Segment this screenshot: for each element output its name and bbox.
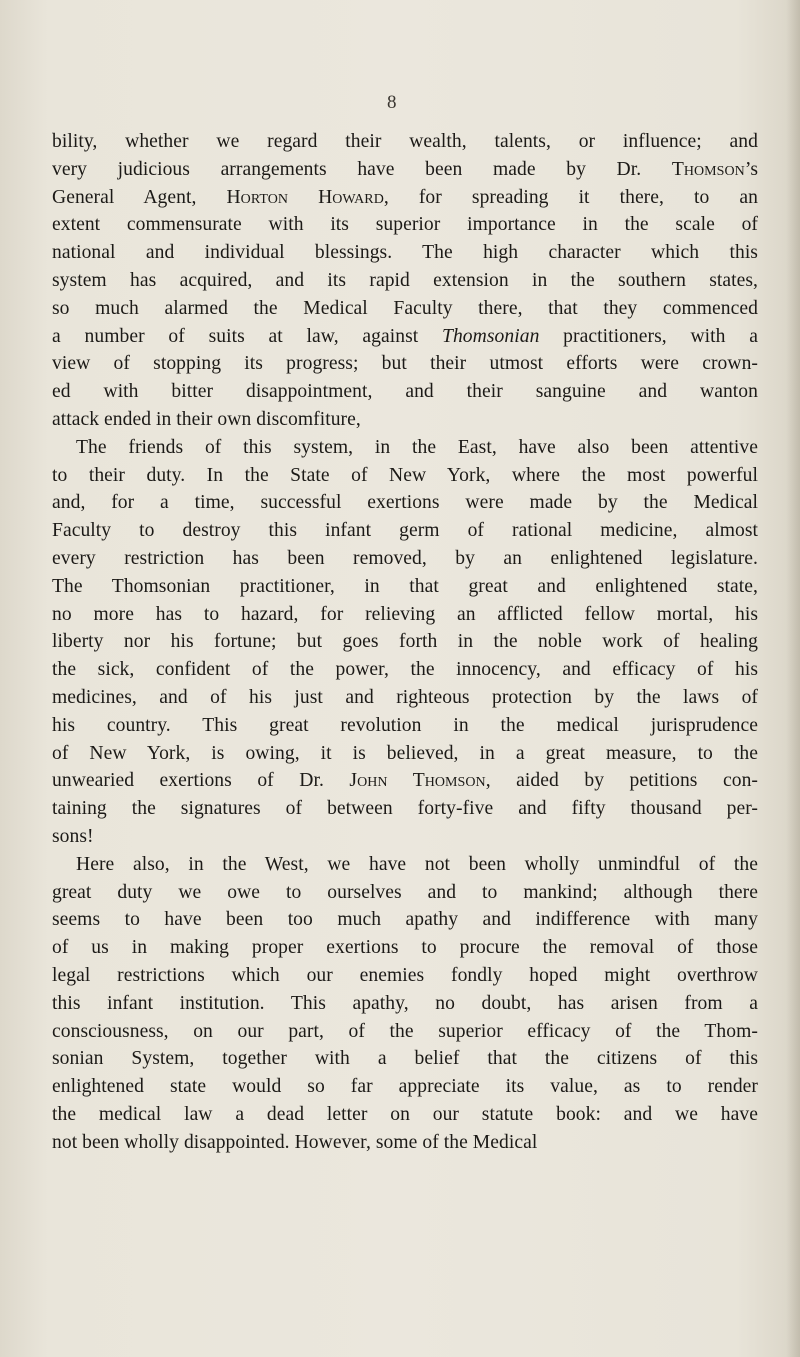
text-segment: John Thomson bbox=[349, 770, 486, 792]
text-line bbox=[52, 184, 758, 212]
text-segment: Thomson bbox=[671, 158, 745, 180]
text-segment: and, for a time, successful exertions were made by the Medical bbox=[52, 492, 758, 514]
text-line bbox=[52, 323, 758, 351]
text-segment: sonian System, together with a belief that the citizens of this bbox=[52, 1048, 758, 1070]
text-segment: Here also, in the West, we have not been wholly unmindful of the bbox=[76, 853, 758, 875]
text-segment: The Thomsonian practitioner, in that great and enlightened state, bbox=[52, 575, 758, 597]
text-segment: medicines, and of his just and righteous protection by the laws of bbox=[52, 686, 758, 708]
text-segment: to their duty. In the State of New York, where the most powerful bbox=[52, 464, 758, 486]
text-line bbox=[52, 517, 758, 545]
text-line bbox=[52, 934, 758, 962]
text-segment: of us in making proper exertions to procure the removal of those bbox=[52, 937, 758, 959]
text-line bbox=[52, 128, 758, 156]
text-segment: bility, whether we regard their wealth, talents, or influence; and bbox=[52, 131, 758, 152]
text-line bbox=[52, 879, 758, 907]
text-segment: taining the signatures of between forty-five and fifty thousand per- bbox=[52, 798, 758, 820]
text-segment: ed with bitter disappointment, and their sanguine and wanton bbox=[52, 381, 758, 403]
text-line bbox=[52, 156, 758, 184]
text-line bbox=[52, 1073, 758, 1101]
text-segment: , aided by petitions con- bbox=[485, 770, 758, 792]
text-line bbox=[52, 1018, 758, 1046]
text-line bbox=[52, 684, 758, 712]
text-segment: Thomsonian bbox=[442, 325, 540, 347]
text-line bbox=[52, 462, 758, 490]
text-line bbox=[52, 628, 758, 656]
text-segment: liberty nor his fortune; but goes forth in the noble work of healing bbox=[52, 631, 758, 653]
text-segment: his country. This great revolution in the medical jurisprudence bbox=[52, 714, 758, 736]
text-segment: consciousness, on our part, of the superior efficacy of the Thom- bbox=[52, 1020, 758, 1042]
text-segment: every restriction has been removed, by an enlightened legislature. bbox=[52, 547, 758, 569]
text-segment: system has acquired, and its rapid extension in the southern states, bbox=[52, 269, 758, 291]
text-line bbox=[52, 1045, 758, 1073]
text-segment: The friends of this system, in the East, have also been attentive bbox=[76, 436, 758, 458]
text-line bbox=[52, 211, 758, 239]
text-segment: attack ended in their own discomfiture, bbox=[52, 408, 361, 430]
text-segment: unwearied exertions of Dr. bbox=[52, 770, 350, 792]
text-segment: sons! bbox=[52, 825, 94, 847]
text-line bbox=[52, 740, 758, 768]
text-segment: the medical law a dead letter on our statute book: and we have bbox=[52, 1103, 758, 1125]
text-line bbox=[52, 990, 758, 1018]
text-segment: seems to have been too much apathy and indifference with many bbox=[52, 909, 758, 931]
text-line bbox=[52, 1101, 758, 1129]
text-segment: extent commensurate with its superior importance in the scale of bbox=[52, 214, 758, 236]
text-line bbox=[52, 795, 758, 823]
text-segment: the sick, confident of the power, the innocency, and efficacy of his bbox=[52, 659, 758, 681]
text-line bbox=[52, 573, 758, 601]
page-edge-shadow bbox=[786, 0, 800, 1357]
page-number: 8 bbox=[387, 92, 397, 113]
text-line bbox=[52, 434, 758, 462]
text-segment: so much alarmed the Medical Faculty there, that they commenced bbox=[52, 297, 758, 319]
text-segment: enlightened state would so far appreciate its value, as to render bbox=[52, 1076, 758, 1098]
text-line bbox=[52, 851, 758, 879]
text-segment: General Agent, bbox=[52, 186, 227, 208]
text-line bbox=[52, 823, 758, 851]
text-line bbox=[52, 267, 758, 295]
text-segment: Horton Howard bbox=[226, 186, 384, 208]
text-line bbox=[52, 239, 758, 267]
text-line bbox=[52, 350, 758, 378]
text-line bbox=[52, 1129, 758, 1157]
text-line bbox=[52, 906, 758, 934]
text-line bbox=[52, 545, 758, 573]
text-line bbox=[52, 712, 758, 740]
text-line bbox=[52, 295, 758, 323]
text-segment: , for spreading it there, to an bbox=[383, 186, 758, 208]
text-segment: very judicious arrangements have been made by Dr. bbox=[52, 158, 672, 180]
text-segment: legal restrictions which our enemies fondly hoped might overthrow bbox=[52, 964, 758, 986]
text-line bbox=[52, 489, 758, 517]
text-line bbox=[52, 962, 758, 990]
text-segment: great duty we owe to ourselves and to mankind; although there bbox=[52, 881, 758, 903]
text-segment: of New York, is owing, it is believed, in a great measure, to the bbox=[52, 742, 758, 764]
text-line bbox=[52, 601, 758, 629]
text-segment: not been wholly disappointed. However, some of the Medical bbox=[52, 1131, 538, 1153]
text-segment: practitioners, with a bbox=[539, 325, 758, 347]
text-segment: this infant institution. This apathy, no doubt, has arisen from a bbox=[52, 992, 758, 1014]
text-segment: no more has to hazard, for relieving an afflicted fellow mortal, his bbox=[52, 603, 758, 625]
text-line bbox=[52, 378, 758, 406]
text-line bbox=[52, 406, 758, 434]
text-line bbox=[52, 656, 758, 684]
text-segment: a number of suits at law, against bbox=[52, 325, 443, 347]
body-text bbox=[52, 128, 758, 1156]
text-segment: view of stopping its progress; but their utmost efforts were crown- bbox=[52, 353, 758, 375]
text-segment: ’s bbox=[744, 158, 758, 180]
text-segment: Faculty to destroy this infant germ of rational medicine, almost bbox=[52, 520, 758, 542]
text-segment: national and individual blessings. The high character which this bbox=[52, 242, 758, 264]
text-line bbox=[52, 767, 758, 795]
